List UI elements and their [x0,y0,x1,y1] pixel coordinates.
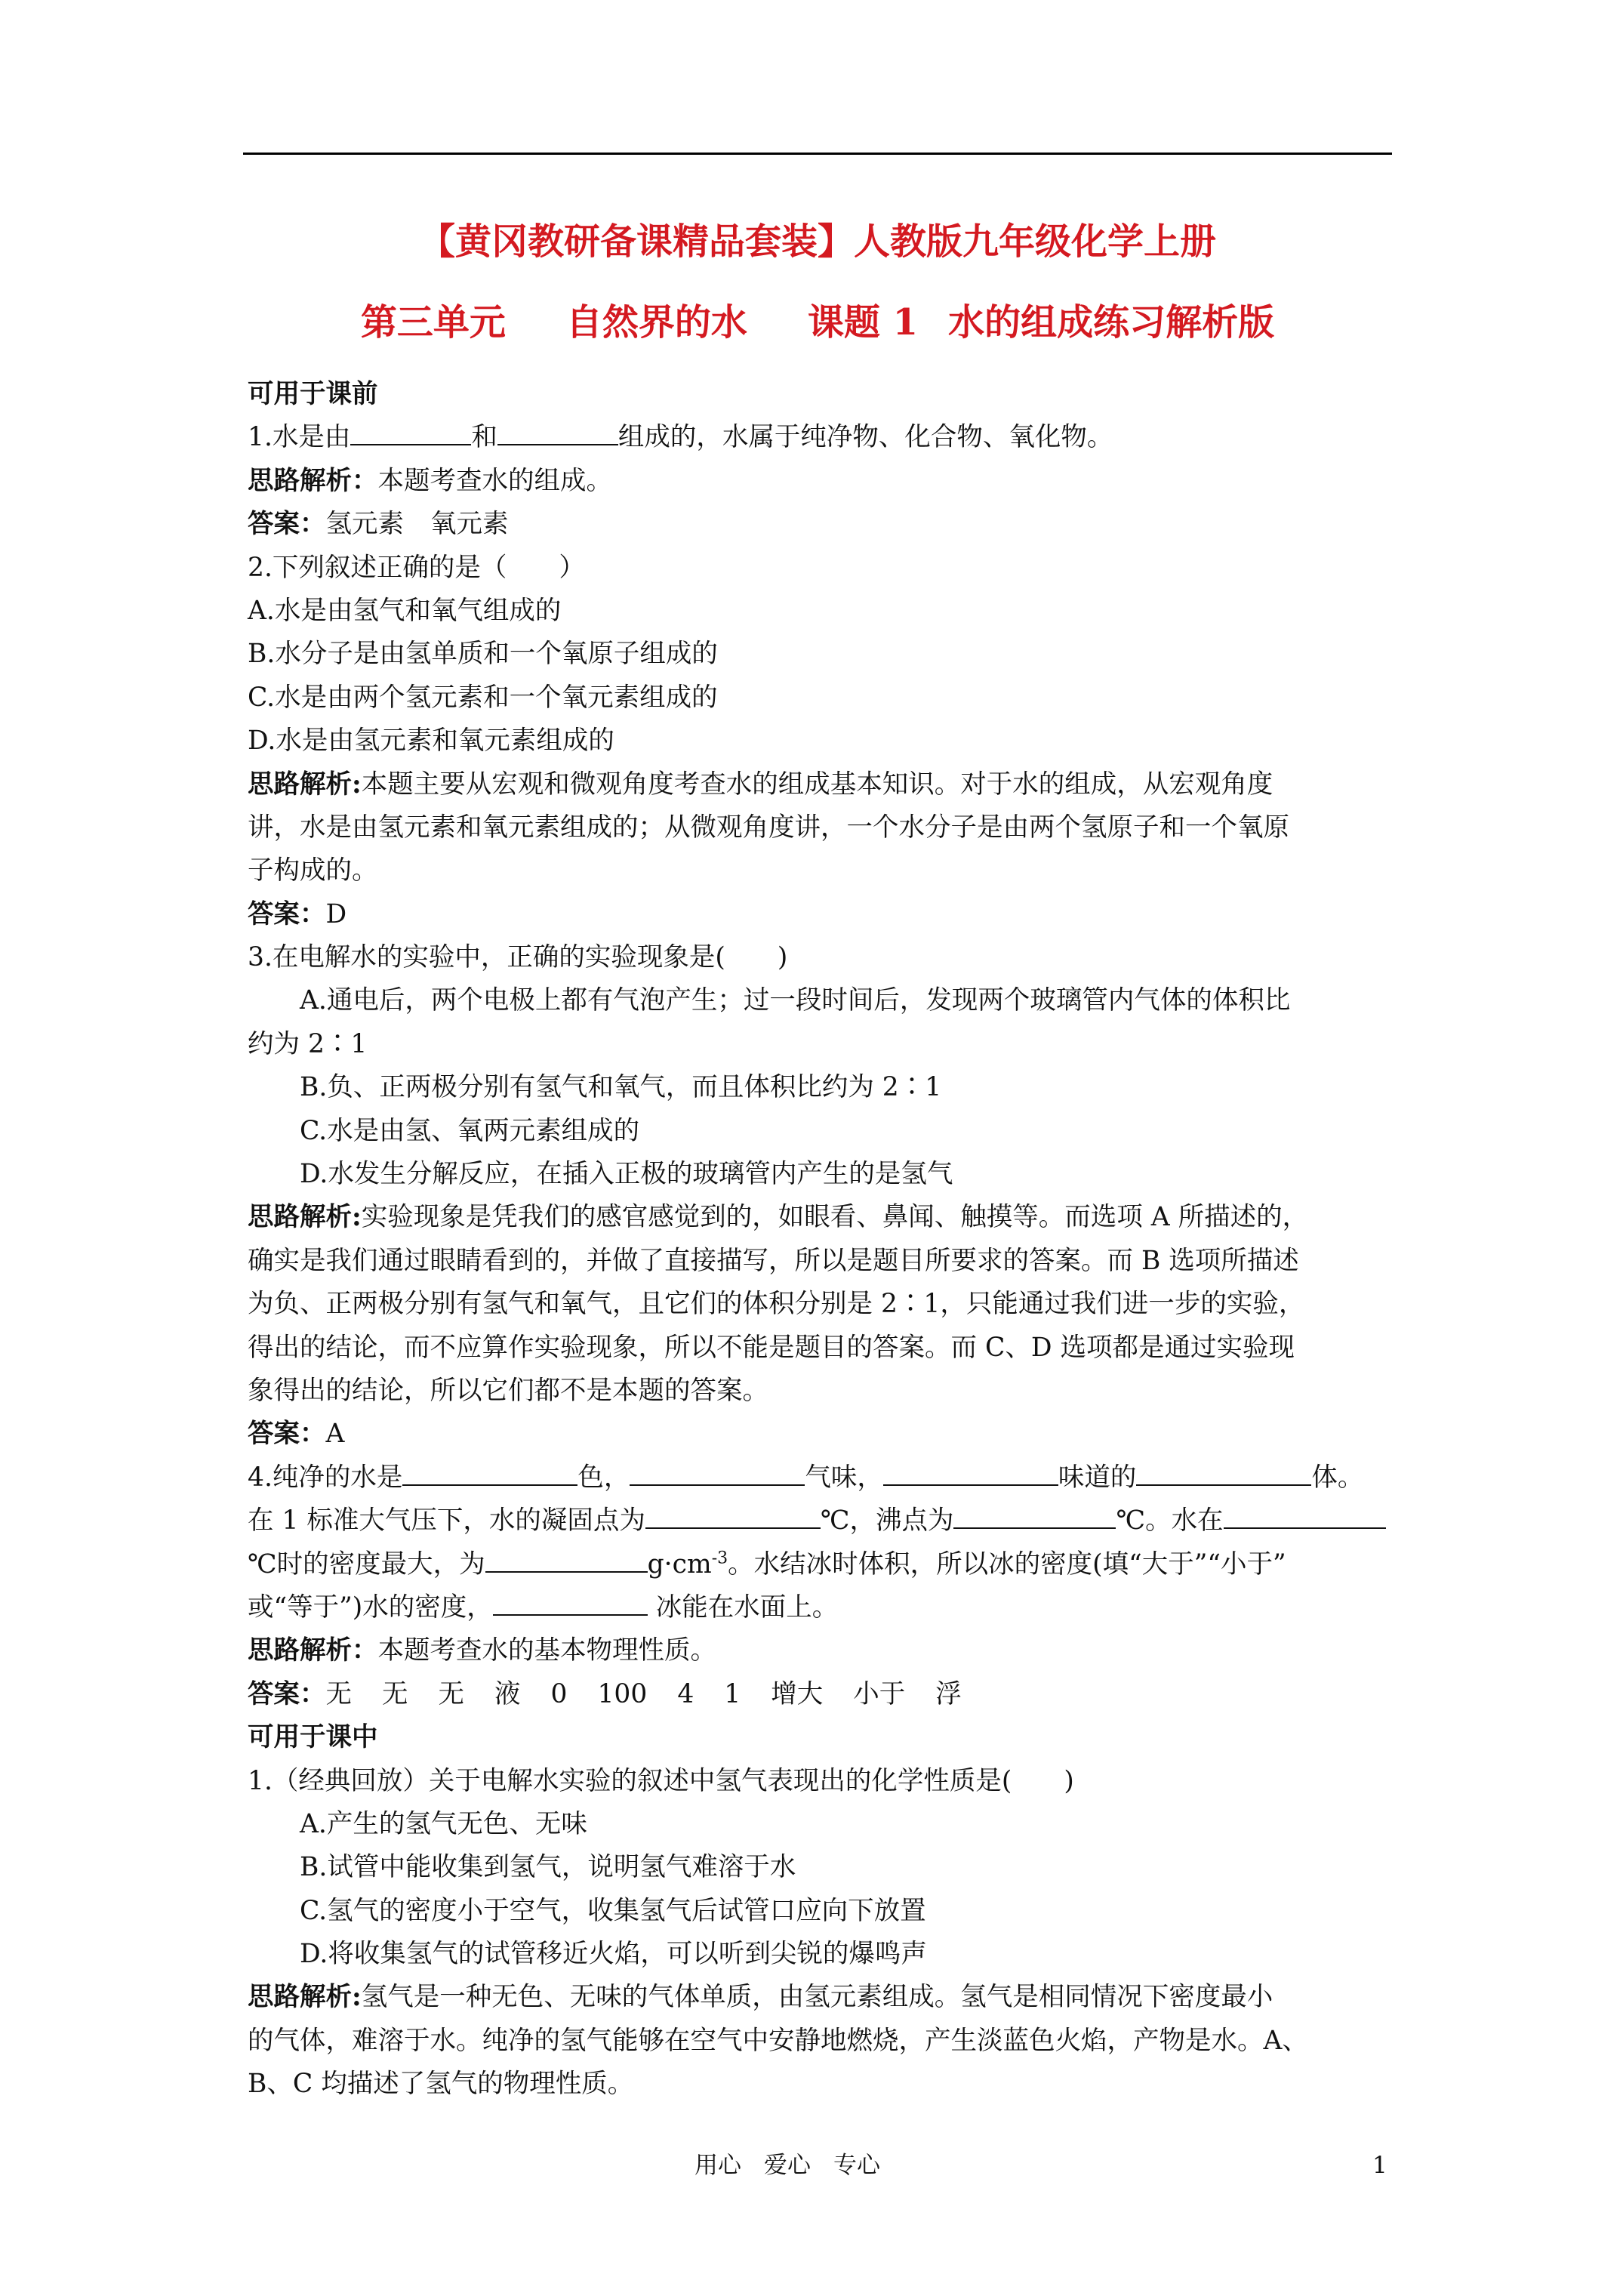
fill-blank [402,1459,577,1486]
analysis-label: 思路解析 [248,1202,352,1233]
density-unit: g·cm [647,1549,712,1579]
answer-value: 100 [597,1678,648,1709]
option-c: C.水是由两个氢元素和一个氧元素组成的 [248,682,718,713]
option-a: A.水是由氢气和氧气组成的 [248,595,562,626]
answer-value: 4 [677,1678,694,1709]
answer-value: 液 [494,1678,521,1709]
document-subtitle [243,300,1392,345]
fill-blank [630,1459,805,1486]
analysis-in-1-line: 思路解析:氢气是一种无色、无味的气体单质，由氢元素组成。氢气是相同情况下密度最小 [248,1982,1273,2013]
option-a: A.通电后，两个电极上都有气泡产生；过一段时间后，发现两个玻璃管内气体的体积比 [300,985,1291,1016]
answer-pre-3 [248,1413,1390,1456]
answer-pre-4 [248,1673,1390,1716]
question-pre-4-line [248,1456,1390,1499]
option-d: D.将收集氢气的试管移近火焰，可以听到尖锐的爆鸣声 [300,1939,927,1970]
analysis-pre-4 [248,1629,1390,1672]
option-b: B.试管中能收集到氢气，说明氢气难溶于水 [300,1852,796,1883]
q4-text: 或“等于”)水的密度， [248,1592,493,1623]
analysis-pre-2-line: 讲，水是由氢元素和氧元素组成的；从微观角度讲，一个水分子是由两个氢原子和一个氧原 [248,812,1289,843]
q1-text-a: 1.水是由 [248,422,351,453]
analysis-label: 思路解析： [248,1635,378,1666]
fill-blank [1224,1502,1386,1529]
lesson-label: 课题 1 [807,301,919,344]
answer-pre-1 [248,503,1390,546]
answer-value: 小于 [853,1678,906,1709]
analysis-in-1-line: B、C 均描述了氢气的物理性质。 [248,2069,634,2100]
option-c: C.氢气的密度小于空气，收集氢气后试管口应向下放置 [300,1895,926,1926]
q4-text: 冰能在水面上。 [647,1592,839,1623]
analysis-text: 本题考查水的组成。 [377,465,612,496]
answer-value: 0 [550,1678,568,1709]
q4-text: ℃时的密度最大，为 [248,1549,485,1579]
option-a-cont: 约为 2∶1 [248,1028,368,1059]
q1-text-b: 和 [471,422,497,453]
q4-text: 色， [577,1462,630,1493]
analysis-pre-3-line: 得出的结论，而不应算作实验现象，所以不能是题目的答案。而 C、D 选项都是通过实验现 [248,1332,1295,1363]
q4-text: 体。 [1311,1462,1364,1493]
page-number: 1 [1372,2152,1387,2179]
fill-blank [883,1459,1058,1486]
option-c: C.水是由氢、氧两元素组成的 [300,1115,640,1146]
fill-blank [1136,1459,1311,1486]
answer-value: 无 [438,1678,464,1709]
footer-motto-word: 用心 [694,2152,741,2179]
footer-motto-word: 爱心 [764,2152,811,2179]
analysis-in-1-line: 的气体，难溶于水。纯净的氢气能够在空气中安静地燃烧，产生淡蓝色火焰，产物是水。A、 [248,2025,1308,2056]
fill-blank [350,418,471,445]
answer-value: 增大 [771,1678,824,1709]
analysis-pre-2-line: 子构成的。 [248,855,378,886]
q4-text: 在 1 标准大气压下，水的凝固点为 [248,1505,645,1536]
analysis-text: 氢气是一种无色、无味的气体单质，由氢元素组成。氢气是相同情况下密度最小 [361,1982,1273,2013]
fill-blank [497,418,618,445]
document-body [248,373,1390,2106]
footer-motto [694,2150,880,2180]
fill-blank [953,1502,1116,1529]
fill-blank [493,1589,648,1616]
analysis-text: 本题考查水的基本物理性质。 [377,1635,716,1666]
analysis-text: 实验现象是凭我们的感官感觉到的，如眼看、鼻闻、触摸等。而选项 A 所描述的， [361,1202,1309,1233]
answer-value: 无 [325,1678,352,1709]
analysis-label: 思路解析 [248,1982,352,2013]
analysis-pre-3-line: 为负、正两极分别有氢气和氧气，且它们的体积分别是 2∶1，只能通过我们进一步的实验， [248,1289,1305,1320]
question-pre-1 [248,416,1390,459]
answer-value: 浮 [935,1678,962,1709]
analysis-pre-2-line: 思路解析:本题主要从宏观和微观角度考查水的组成基本知识。对于水的组成，从宏观角度 [248,769,1273,800]
analysis-label: 思路解析： [248,465,378,496]
question-pre-3: 3.在电解水的实验中，正确的实验现象是( ) [248,942,788,973]
option-d: D.水是由氢元素和氧元素组成的 [248,726,614,757]
question-pre-2: 2.下列叙述正确的是（ ） [248,552,585,583]
option-b: B.水分子是由氢单质和一个氧原子组成的 [248,639,718,670]
answer-value: 1 [724,1678,741,1709]
option-d: D.水发生分解反应，在插入正极的玻璃管内产生的是氢气 [300,1159,953,1190]
q4-text: ℃，沸点为 [820,1505,954,1536]
answer-value: 无 [382,1678,408,1709]
q1-text-c: 组成的，水属于纯净物、化合物、氧化物。 [617,422,1113,453]
answer-label: 答案： [248,1678,326,1709]
option-b: B.负、正两极分别有氢气和氧气，而且体积比约为 2∶1 [300,1072,942,1103]
analysis-label: 思路解析 [248,769,352,800]
q4-text: 4.纯净的水是 [248,1462,403,1493]
analysis-pre-3-line: 思路解析:实验现象是凭我们的感官感觉到的，如眼看、鼻闻、触摸等。而选项 A 所描述的， [248,1202,1309,1233]
answer-value: D [325,898,347,929]
question-in-1: 1.（经典回放）关于电解水实验的叙述中氢气表现出的化学性质是( ) [248,1765,1074,1796]
question-pre-4-line [248,1586,1390,1629]
q4-text: 。水结冰时体积，所以冰的密度(填“大于”“小于” [728,1549,1286,1579]
density-unit-exponent: -3 [711,1549,728,1568]
answer-value: A [325,1419,345,1450]
fill-blank [645,1502,821,1529]
footer-motto-word: 专心 [833,2152,880,2179]
section-heading-before-class: 可用于课前 [248,379,378,409]
question-pre-4-line [248,1499,1390,1542]
analysis-text: 本题主要从宏观和微观角度考查水的组成基本知识。对于水的组成，从宏观角度 [361,769,1273,800]
analysis-pre-3-line: 象得出的结论，所以它们都不是本题的答案。 [248,1375,768,1406]
q4-text: ℃。水在 [1116,1505,1224,1536]
q4-text: 味道的 [1058,1462,1137,1493]
question-pre-4-line [248,1543,1390,1586]
q4-text: 气味， [805,1462,883,1493]
answer-pre-2 [248,893,1390,936]
analysis-pre-3-line: 确实是我们通过眼睛看到的，并做了直接描写，所以是题目所要求的答案。而 B 选项所描述 [248,1245,1299,1276]
section-heading-in-class: 可用于课中 [248,1722,378,1753]
unit-name: 自然界的水 [565,301,747,344]
document-title: 【黄冈教研备课精品套装】人教版九年级化学上册 [418,220,1216,263]
answer-label: 答案： [248,509,326,540]
answer-label: 答案： [248,898,326,929]
header-rule [243,153,1392,155]
answer-value: 氢元素 [325,509,404,540]
lesson-name: 水的组成练习解析版 [948,301,1275,344]
unit-label: 第三单元 [360,301,506,344]
answer-value: 氧元素 [430,509,509,540]
answer-label: 答案： [248,1419,326,1450]
option-a: A.产生的氢气无色、无味 [300,1808,587,1839]
fill-blank [485,1546,648,1573]
analysis-pre-1 [248,460,1390,503]
